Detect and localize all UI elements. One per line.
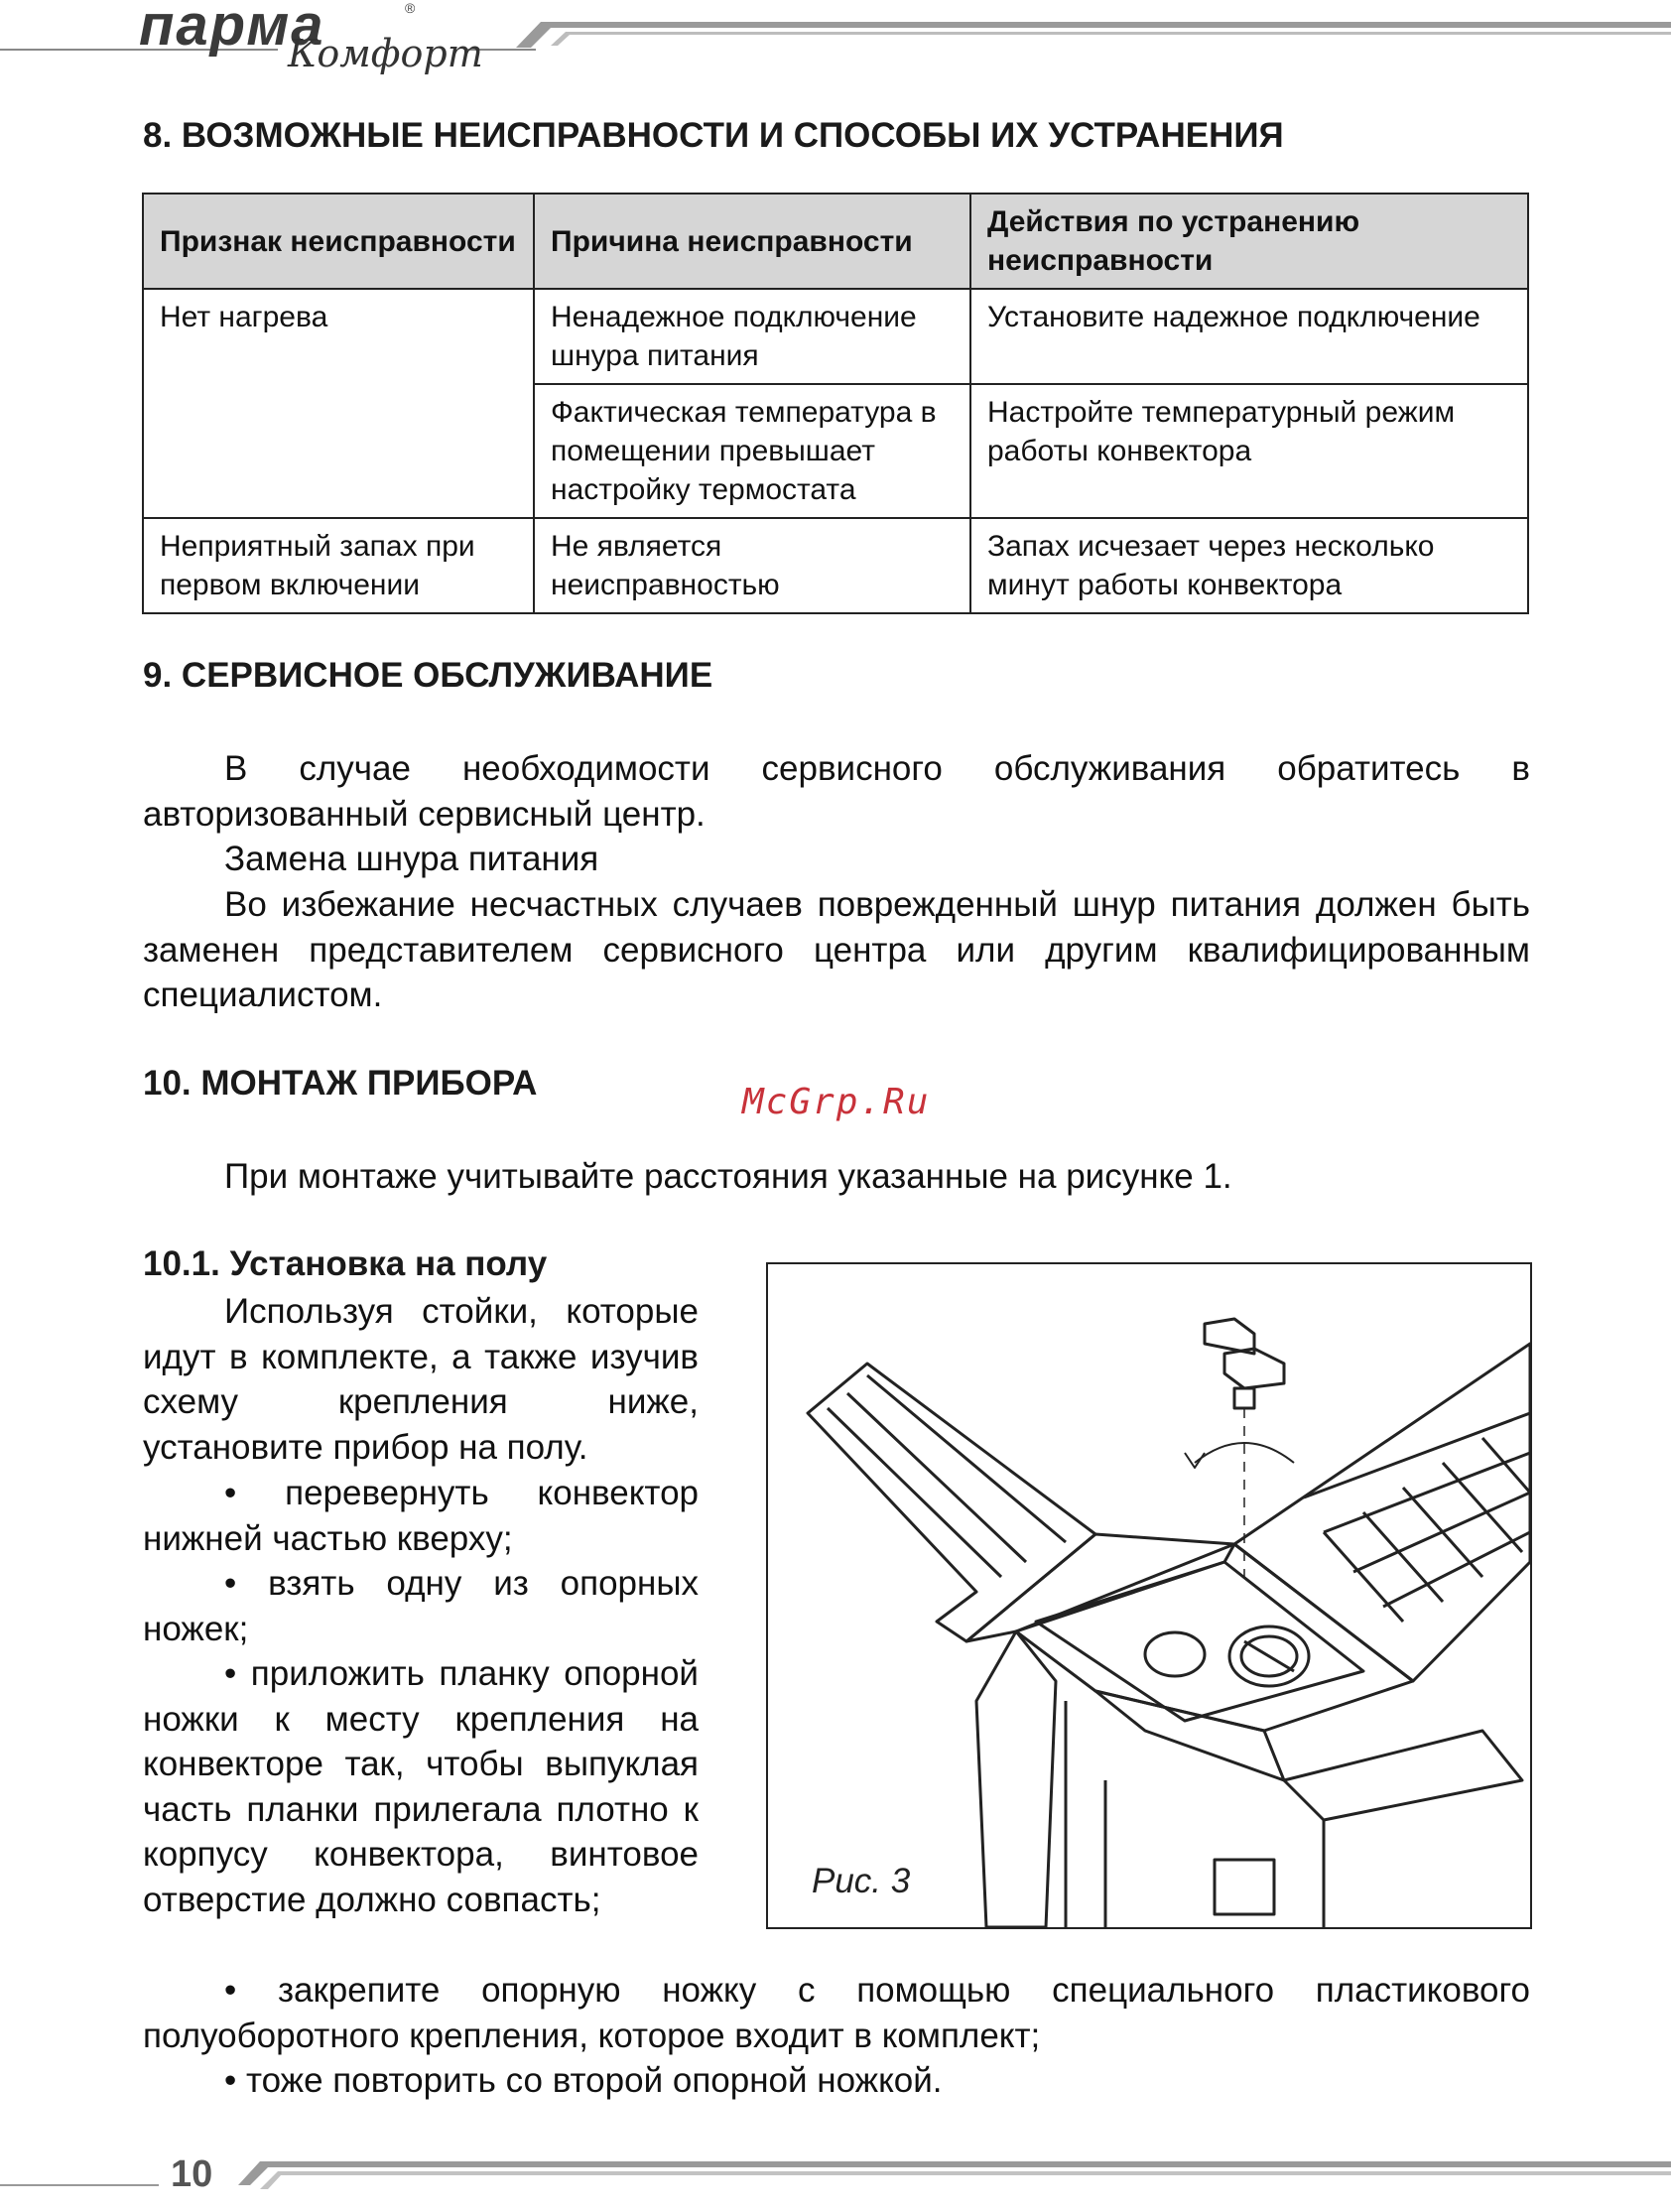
figure-caption: Рис. 3 xyxy=(812,1862,911,1900)
footer-decoration xyxy=(0,2144,1671,2212)
install-step: • закрепите опорную ножку с помощью специального пластикового полуоборотного крепления, которое входит в комплект; xyxy=(143,1971,1530,2055)
page-header xyxy=(0,0,1671,119)
table-row xyxy=(143,518,1528,613)
section-9-title: 9. СЕРВИСНОЕ ОБСЛУЖИВАНИЕ xyxy=(143,656,713,695)
figure-3 xyxy=(766,1262,1532,1929)
page-footer xyxy=(0,2144,1671,2212)
brand-logo: парма xyxy=(139,0,325,58)
table-header-row xyxy=(143,194,1528,289)
brand-subtitle: Комфорт xyxy=(288,32,483,75)
install-step: • взять одну из опорных ножек; xyxy=(143,1564,699,1648)
table-row xyxy=(143,289,1528,384)
column-header-cause: Причина неисправности xyxy=(534,194,970,289)
cell-action: Настройте температурный режим работы конвектора xyxy=(970,384,1528,518)
convector-foot-illustration xyxy=(768,1264,1530,1927)
mounting-intro: При монтаже учитывайте расстояния указанные на рисунке 1. xyxy=(224,1157,1232,1196)
page-number: 10 xyxy=(171,2153,213,2195)
cell-cause: Фактическая температура в помещении превышает настройку термостата xyxy=(534,384,970,518)
fault-table xyxy=(142,193,1529,614)
section-8-title: 8. ВОЗМОЖНЫЕ НЕИСПРАВНОСТИ И СПОСОБЫ ИХ УСТРАНЕНИЯ xyxy=(143,116,1284,155)
cell-action: Установите надежное подключение xyxy=(970,289,1528,384)
cell-action: Запах исчезает через несколько минут работы конвектора xyxy=(970,518,1528,613)
cell-symptom: Неприятный запах при первом включении xyxy=(143,518,534,613)
service-paragraph: В случае необходимости сервисного обслуживания обратитесь в авторизованный сервисный центр. xyxy=(143,749,1530,834)
cord-replacement-heading: Замена шнура питания xyxy=(224,840,599,878)
install-step: • приложить планку опорной ножки к месту крепления на конвекторе так, чтобы выпуклая часть планки прилегала плотно к корпусу конвектора, винтовое отверстие должно совпасть; xyxy=(143,1654,699,1919)
subsection-10-1-title: 10.1. Установка на полу xyxy=(143,1244,548,1283)
watermark: McGrp.Ru xyxy=(742,1082,931,1122)
install-step: • перевернуть конвектор нижней частью кверху; xyxy=(143,1474,699,1558)
column-header-symptom: Признак неисправности xyxy=(143,194,534,289)
cell-cause: Не является неисправностью xyxy=(534,518,970,613)
floor-install-intro: Используя стойки, которые идут в комплекте, а также изучив схему крепления ниже, установите прибор на полу. xyxy=(143,1292,699,1467)
column-header-action: Действия по устранению неисправности xyxy=(970,194,1528,289)
brand-registered-mark: ® xyxy=(405,0,416,16)
cell-cause: Ненадежное подключение шнура питания xyxy=(534,289,970,384)
section-10-title: 10. МОНТАЖ ПРИБОРА xyxy=(143,1064,538,1103)
cord-replacement-paragraph: Во избежание несчастных случаев поврежденный шнур питания должен быть заменен представителем сервисного центра или другим квалифицированным специалистом. xyxy=(143,885,1530,1014)
cell-symptom: Нет нагрева xyxy=(143,289,534,518)
install-step: • тоже повторить со второй опорной ножкой. xyxy=(224,2061,943,2100)
